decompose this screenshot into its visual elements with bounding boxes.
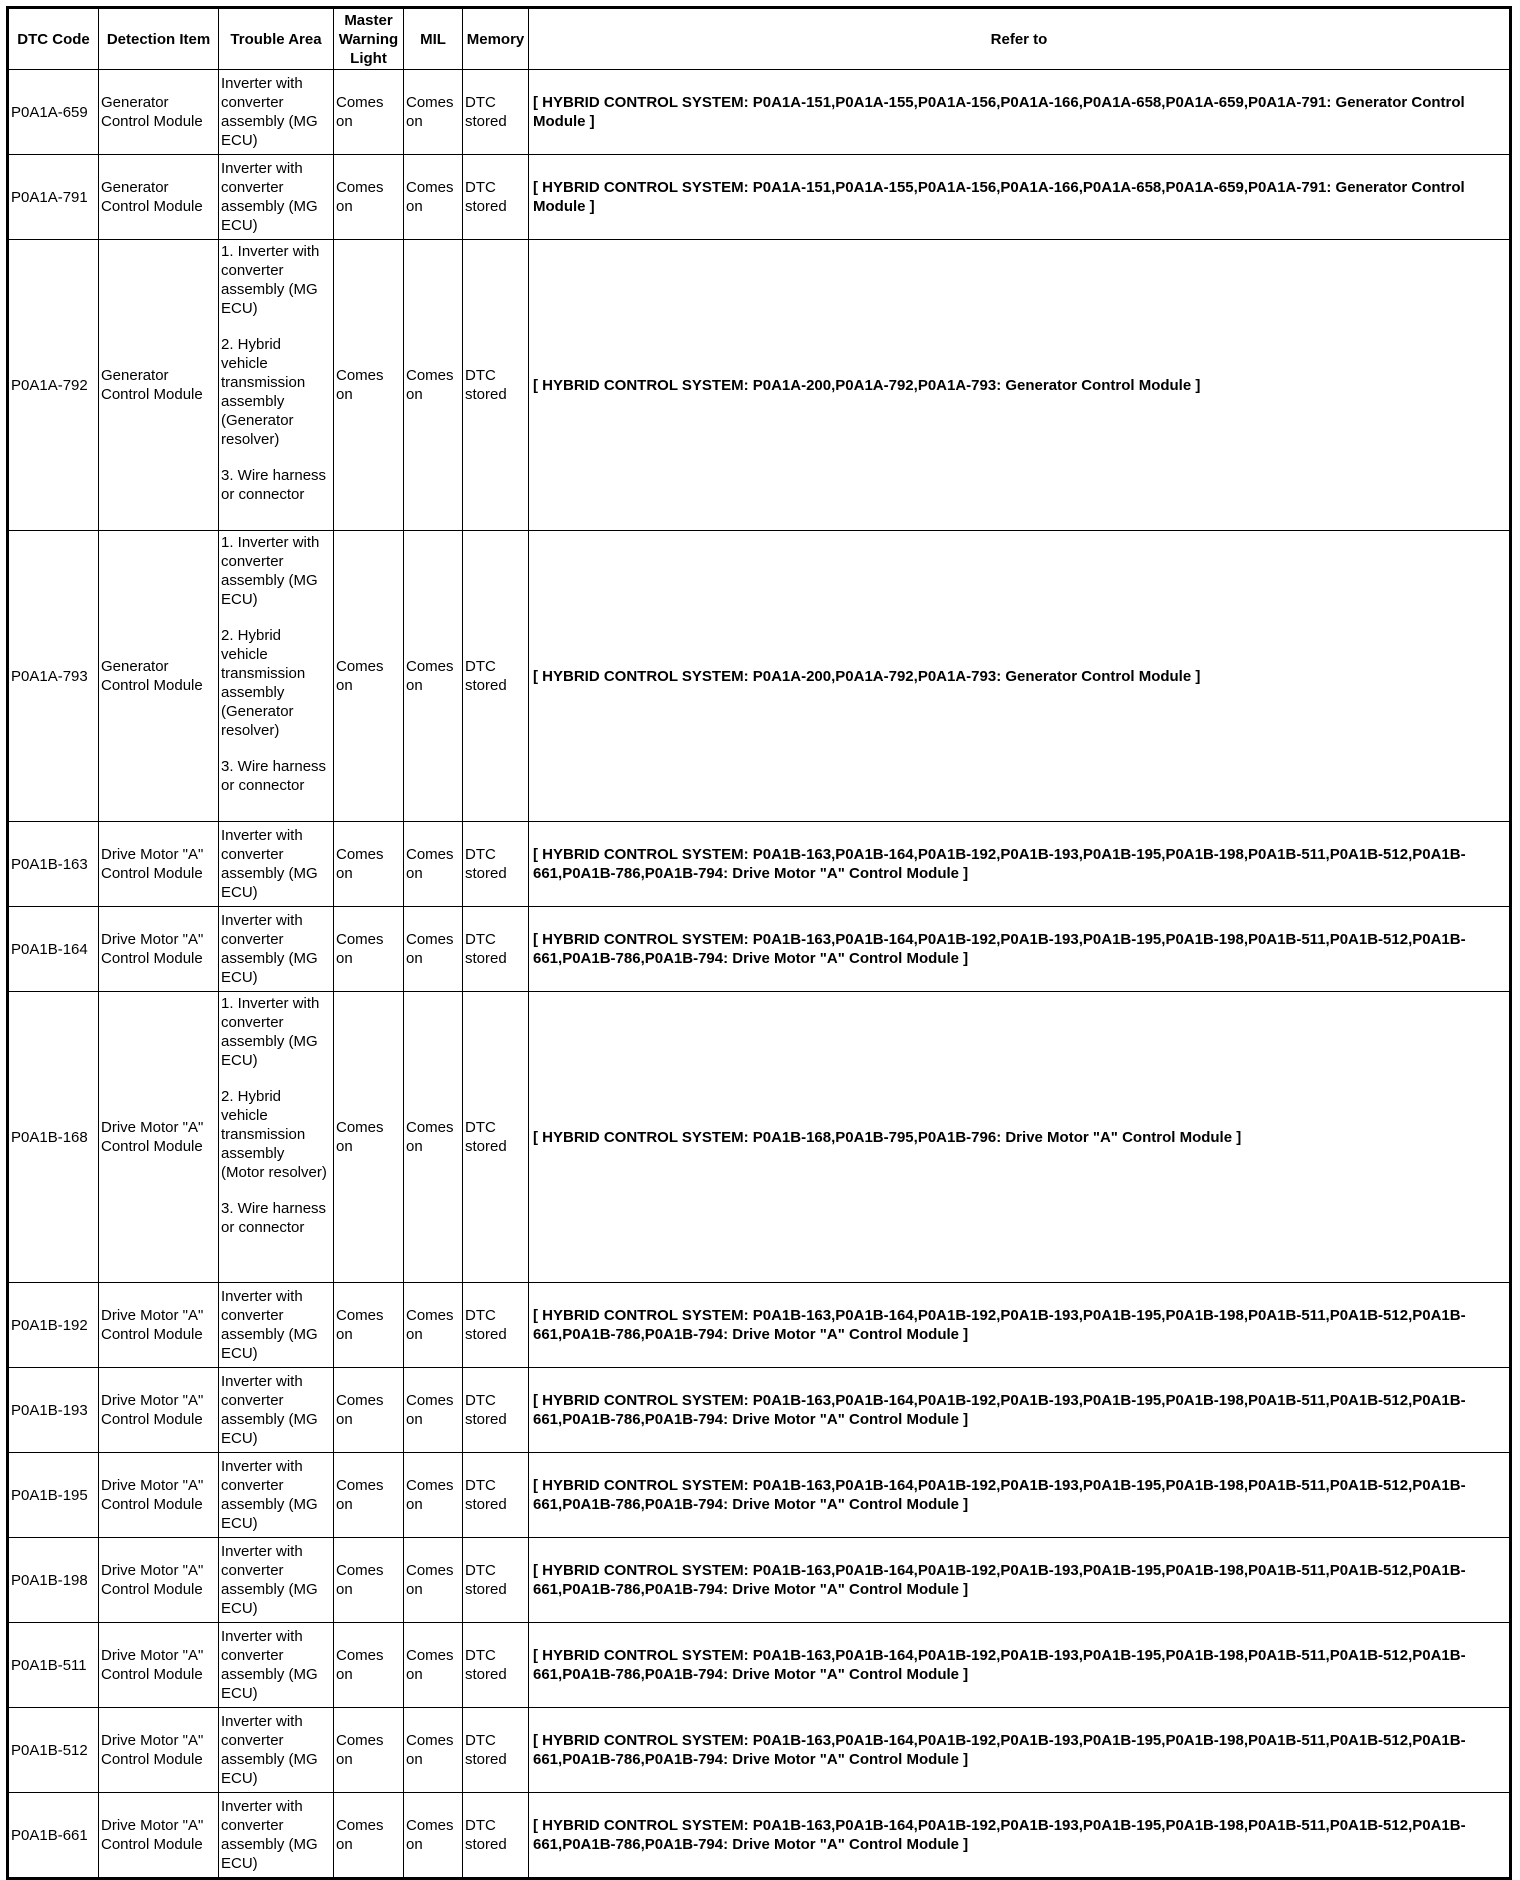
cell-mil: Comes on <box>404 1283 463 1368</box>
cell-mil: Comes on <box>404 1538 463 1623</box>
trouble-area-item: 2. Hybrid vehicle transmission assembly (Motor resolver) <box>221 1088 327 1181</box>
cell-refer-to: [ HYBRID CONTROL SYSTEM: P0A1B-163,P0A1B-164,P0A1B-192,P0A1B-193,P0A1B-195,P0A1B-198,P0A1B-511,P0A1B-512,P0A1B-661,P0A1B-786,P0A1B-794: Drive Motor "A" Control Module ] <box>529 1283 1511 1368</box>
cell-detection-item: Drive Motor "A" Control Module <box>99 1453 219 1538</box>
cell-refer-to: [ HYBRID CONTROL SYSTEM: P0A1A-200,P0A1A-792,P0A1A-793: Generator Control Module ] <box>529 531 1511 822</box>
cell-dtc-code: P0A1B-192 <box>8 1283 99 1368</box>
cell-trouble-area <box>219 1708 334 1793</box>
cell-detection-item: Generator Control Module <box>99 531 219 822</box>
trouble-area-item: 1. Inverter with converter assembly (MG ECU) <box>221 534 320 608</box>
table-row <box>8 907 1511 992</box>
cell-memory: DTC stored <box>463 1538 529 1623</box>
cell-detection-item: Drive Motor "A" Control Module <box>99 1708 219 1793</box>
cell-detection-item: Drive Motor "A" Control Module <box>99 822 219 907</box>
table-row <box>8 992 1511 1283</box>
table-row <box>8 1708 1511 1793</box>
header-memory: Memory <box>463 8 529 70</box>
cell-mil: Comes on <box>404 822 463 907</box>
cell-detection-item: Generator Control Module <box>99 240 219 531</box>
header-mil: MIL <box>404 8 463 70</box>
cell-refer-to: [ HYBRID CONTROL SYSTEM: P0A1B-163,P0A1B-164,P0A1B-192,P0A1B-193,P0A1B-195,P0A1B-198,P0A1B-511,P0A1B-512,P0A1B-661,P0A1B-786,P0A1B-794: Drive Motor "A" Control Module ] <box>529 1538 1511 1623</box>
cell-master-warning-light: Comes on <box>334 1453 404 1538</box>
cell-mil: Comes on <box>404 992 463 1283</box>
cell-refer-to: [ HYBRID CONTROL SYSTEM: P0A1B-163,P0A1B-164,P0A1B-192,P0A1B-193,P0A1B-195,P0A1B-198,P0A1B-511,P0A1B-512,P0A1B-661,P0A1B-786,P0A1B-794: Drive Motor "A" Control Module ] <box>529 907 1511 992</box>
table-row <box>8 1283 1511 1368</box>
cell-detection-item: Generator Control Module <box>99 70 219 155</box>
cell-trouble-area <box>219 1283 334 1368</box>
table-row <box>8 70 1511 155</box>
cell-refer-to: [ HYBRID CONTROL SYSTEM: P0A1B-163,P0A1B-164,P0A1B-192,P0A1B-193,P0A1B-195,P0A1B-198,P0A1B-511,P0A1B-512,P0A1B-661,P0A1B-786,P0A1B-794: Drive Motor "A" Control Module ] <box>529 1368 1511 1453</box>
trouble-area-item: 2. Hybrid vehicle transmission assembly (Generator resolver) <box>221 336 306 448</box>
cell-master-warning-light: Comes on <box>334 822 404 907</box>
cell-refer-to: [ HYBRID CONTROL SYSTEM: P0A1A-151,P0A1A-155,P0A1A-156,P0A1A-166,P0A1A-658,P0A1A-659,P0A1A-791: Generator Control Module ] <box>529 155 1511 240</box>
trouble-area-item: Inverter with converter assembly (MG ECU) <box>221 1288 318 1362</box>
cell-memory: DTC stored <box>463 1283 529 1368</box>
cell-memory: DTC stored <box>463 992 529 1283</box>
table-row <box>8 822 1511 907</box>
cell-refer-to: [ HYBRID CONTROL SYSTEM: P0A1B-163,P0A1B-164,P0A1B-192,P0A1B-193,P0A1B-195,P0A1B-198,P0A1B-511,P0A1B-512,P0A1B-661,P0A1B-786,P0A1B-794: Drive Motor "A" Control Module ] <box>529 1708 1511 1793</box>
trouble-area-item: Inverter with converter assembly (MG ECU) <box>221 1798 318 1872</box>
cell-trouble-area <box>219 992 334 1283</box>
cell-detection-item: Drive Motor "A" Control Module <box>99 1623 219 1708</box>
cell-trouble-area <box>219 1623 334 1708</box>
cell-dtc-code: P0A1A-659 <box>8 70 99 155</box>
table-body <box>8 70 1511 1879</box>
cell-dtc-code: P0A1B-193 <box>8 1368 99 1453</box>
cell-mil: Comes on <box>404 240 463 531</box>
cell-refer-to: [ HYBRID CONTROL SYSTEM: P0A1B-163,P0A1B-164,P0A1B-192,P0A1B-193,P0A1B-195,P0A1B-198,P0A1B-511,P0A1B-512,P0A1B-661,P0A1B-786,P0A1B-794: Drive Motor "A" Control Module ] <box>529 1453 1511 1538</box>
cell-detection-item: Drive Motor "A" Control Module <box>99 1283 219 1368</box>
cell-dtc-code: P0A1B-164 <box>8 907 99 992</box>
trouble-area-item: 3. Wire harness or connector <box>221 758 327 794</box>
trouble-area-item: Inverter with converter assembly (MG ECU) <box>221 827 318 901</box>
cell-refer-to: [ HYBRID CONTROL SYSTEM: P0A1B-168,P0A1B-795,P0A1B-796: Drive Motor "A" Control Module ] <box>529 992 1511 1283</box>
cell-memory: DTC stored <box>463 1708 529 1793</box>
trouble-area-item: Inverter with converter assembly (MG ECU) <box>221 1458 318 1532</box>
cell-dtc-code: P0A1B-661 <box>8 1793 99 1879</box>
cell-master-warning-light: Comes on <box>334 155 404 240</box>
cell-refer-to: [ HYBRID CONTROL SYSTEM: P0A1B-163,P0A1B-164,P0A1B-192,P0A1B-193,P0A1B-195,P0A1B-198,P0A1B-511,P0A1B-512,P0A1B-661,P0A1B-786,P0A1B-794: Drive Motor "A" Control Module ] <box>529 822 1511 907</box>
trouble-area-item: Inverter with converter assembly (MG ECU) <box>221 1543 318 1617</box>
cell-mil: Comes on <box>404 1368 463 1453</box>
header-refer-to: Refer to <box>529 8 1511 70</box>
cell-memory: DTC stored <box>463 155 529 240</box>
table-row <box>8 1368 1511 1453</box>
cell-dtc-code: P0A1B-195 <box>8 1453 99 1538</box>
trouble-area-item: Inverter with converter assembly (MG ECU) <box>221 1713 318 1787</box>
dtc-table <box>6 6 1512 1880</box>
cell-master-warning-light: Comes on <box>334 1368 404 1453</box>
cell-master-warning-light: Comes on <box>334 240 404 531</box>
table-row <box>8 155 1511 240</box>
table-row <box>8 240 1511 531</box>
table-row <box>8 531 1511 822</box>
cell-detection-item: Drive Motor "A" Control Module <box>99 907 219 992</box>
cell-dtc-code: P0A1B-198 <box>8 1538 99 1623</box>
cell-trouble-area <box>219 1793 334 1879</box>
cell-mil: Comes on <box>404 155 463 240</box>
cell-master-warning-light: Comes on <box>334 1623 404 1708</box>
trouble-area-item: Inverter with converter assembly (MG ECU) <box>221 912 318 986</box>
table-row <box>8 1538 1511 1623</box>
cell-master-warning-light: Comes on <box>334 907 404 992</box>
cell-dtc-code: P0A1A-792 <box>8 240 99 531</box>
cell-master-warning-light: Comes on <box>334 1538 404 1623</box>
cell-trouble-area <box>219 1453 334 1538</box>
cell-trouble-area <box>219 907 334 992</box>
cell-detection-item: Drive Motor "A" Control Module <box>99 1793 219 1879</box>
cell-master-warning-light: Comes on <box>334 1793 404 1879</box>
cell-dtc-code: P0A1B-512 <box>8 1708 99 1793</box>
cell-memory: DTC stored <box>463 1793 529 1879</box>
cell-mil: Comes on <box>404 70 463 155</box>
cell-detection-item: Drive Motor "A" Control Module <box>99 1368 219 1453</box>
trouble-area-item: 1. Inverter with converter assembly (MG ECU) <box>221 243 320 317</box>
cell-trouble-area <box>219 70 334 155</box>
trouble-area-item: Inverter with converter assembly (MG ECU) <box>221 75 318 149</box>
cell-memory: DTC stored <box>463 1453 529 1538</box>
trouble-area-item: 3. Wire harness or connector <box>221 467 327 503</box>
cell-mil: Comes on <box>404 1453 463 1538</box>
cell-master-warning-light: Comes on <box>334 1708 404 1793</box>
cell-dtc-code: P0A1A-791 <box>8 155 99 240</box>
document-page <box>6 6 1509 1880</box>
trouble-area-item: 3. Wire harness or connector <box>221 1200 327 1236</box>
trouble-area-item: Inverter with converter assembly (MG ECU) <box>221 1628 318 1702</box>
trouble-area-item: Inverter with converter assembly (MG ECU) <box>221 1373 318 1447</box>
table-row <box>8 1793 1511 1879</box>
trouble-area-item: 1. Inverter with converter assembly (MG ECU) <box>221 995 320 1069</box>
cell-trouble-area <box>219 1538 334 1623</box>
cell-memory: DTC stored <box>463 531 529 822</box>
cell-master-warning-light: Comes on <box>334 531 404 822</box>
cell-mil: Comes on <box>404 1708 463 1793</box>
cell-trouble-area <box>219 240 334 531</box>
cell-memory: DTC stored <box>463 1623 529 1708</box>
header-detection-item: Detection Item <box>99 8 219 70</box>
header-master-warning-light: Master Warning Light <box>334 8 404 70</box>
table-header-row <box>8 8 1511 70</box>
cell-detection-item: Drive Motor "A" Control Module <box>99 992 219 1283</box>
cell-trouble-area <box>219 531 334 822</box>
header-trouble-area: Trouble Area <box>219 8 334 70</box>
cell-mil: Comes on <box>404 1793 463 1879</box>
trouble-area-item: Inverter with converter assembly (MG ECU) <box>221 160 318 234</box>
cell-mil: Comes on <box>404 907 463 992</box>
cell-memory: DTC stored <box>463 1368 529 1453</box>
cell-trouble-area <box>219 822 334 907</box>
cell-trouble-area <box>219 155 334 240</box>
cell-refer-to: [ HYBRID CONTROL SYSTEM: P0A1B-163,P0A1B-164,P0A1B-192,P0A1B-193,P0A1B-195,P0A1B-198,P0A1B-511,P0A1B-512,P0A1B-661,P0A1B-786,P0A1B-794: Drive Motor "A" Control Module ] <box>529 1623 1511 1708</box>
cell-memory: DTC stored <box>463 822 529 907</box>
cell-mil: Comes on <box>404 1623 463 1708</box>
cell-master-warning-light: Comes on <box>334 1283 404 1368</box>
cell-mil: Comes on <box>404 531 463 822</box>
cell-detection-item: Generator Control Module <box>99 155 219 240</box>
cell-detection-item: Drive Motor "A" Control Module <box>99 1538 219 1623</box>
cell-memory: DTC stored <box>463 907 529 992</box>
cell-dtc-code: P0A1B-168 <box>8 992 99 1283</box>
cell-dtc-code: P0A1B-163 <box>8 822 99 907</box>
cell-dtc-code: P0A1B-511 <box>8 1623 99 1708</box>
cell-dtc-code: P0A1A-793 <box>8 531 99 822</box>
cell-memory: DTC stored <box>463 240 529 531</box>
cell-memory: DTC stored <box>463 70 529 155</box>
table-row <box>8 1623 1511 1708</box>
cell-refer-to: [ HYBRID CONTROL SYSTEM: P0A1A-151,P0A1A-155,P0A1A-156,P0A1A-166,P0A1A-658,P0A1A-659,P0A1A-791: Generator Control Module ] <box>529 70 1511 155</box>
cell-refer-to: [ HYBRID CONTROL SYSTEM: P0A1B-163,P0A1B-164,P0A1B-192,P0A1B-193,P0A1B-195,P0A1B-198,P0A1B-511,P0A1B-512,P0A1B-661,P0A1B-786,P0A1B-794: Drive Motor "A" Control Module ] <box>529 1793 1511 1879</box>
cell-master-warning-light: Comes on <box>334 992 404 1283</box>
trouble-area-item: 2. Hybrid vehicle transmission assembly (Generator resolver) <box>221 627 306 739</box>
cell-master-warning-light: Comes on <box>334 70 404 155</box>
table-row <box>8 1453 1511 1538</box>
header-dtc-code: DTC Code <box>8 8 99 70</box>
cell-trouble-area <box>219 1368 334 1453</box>
cell-refer-to: [ HYBRID CONTROL SYSTEM: P0A1A-200,P0A1A-792,P0A1A-793: Generator Control Module ] <box>529 240 1511 531</box>
